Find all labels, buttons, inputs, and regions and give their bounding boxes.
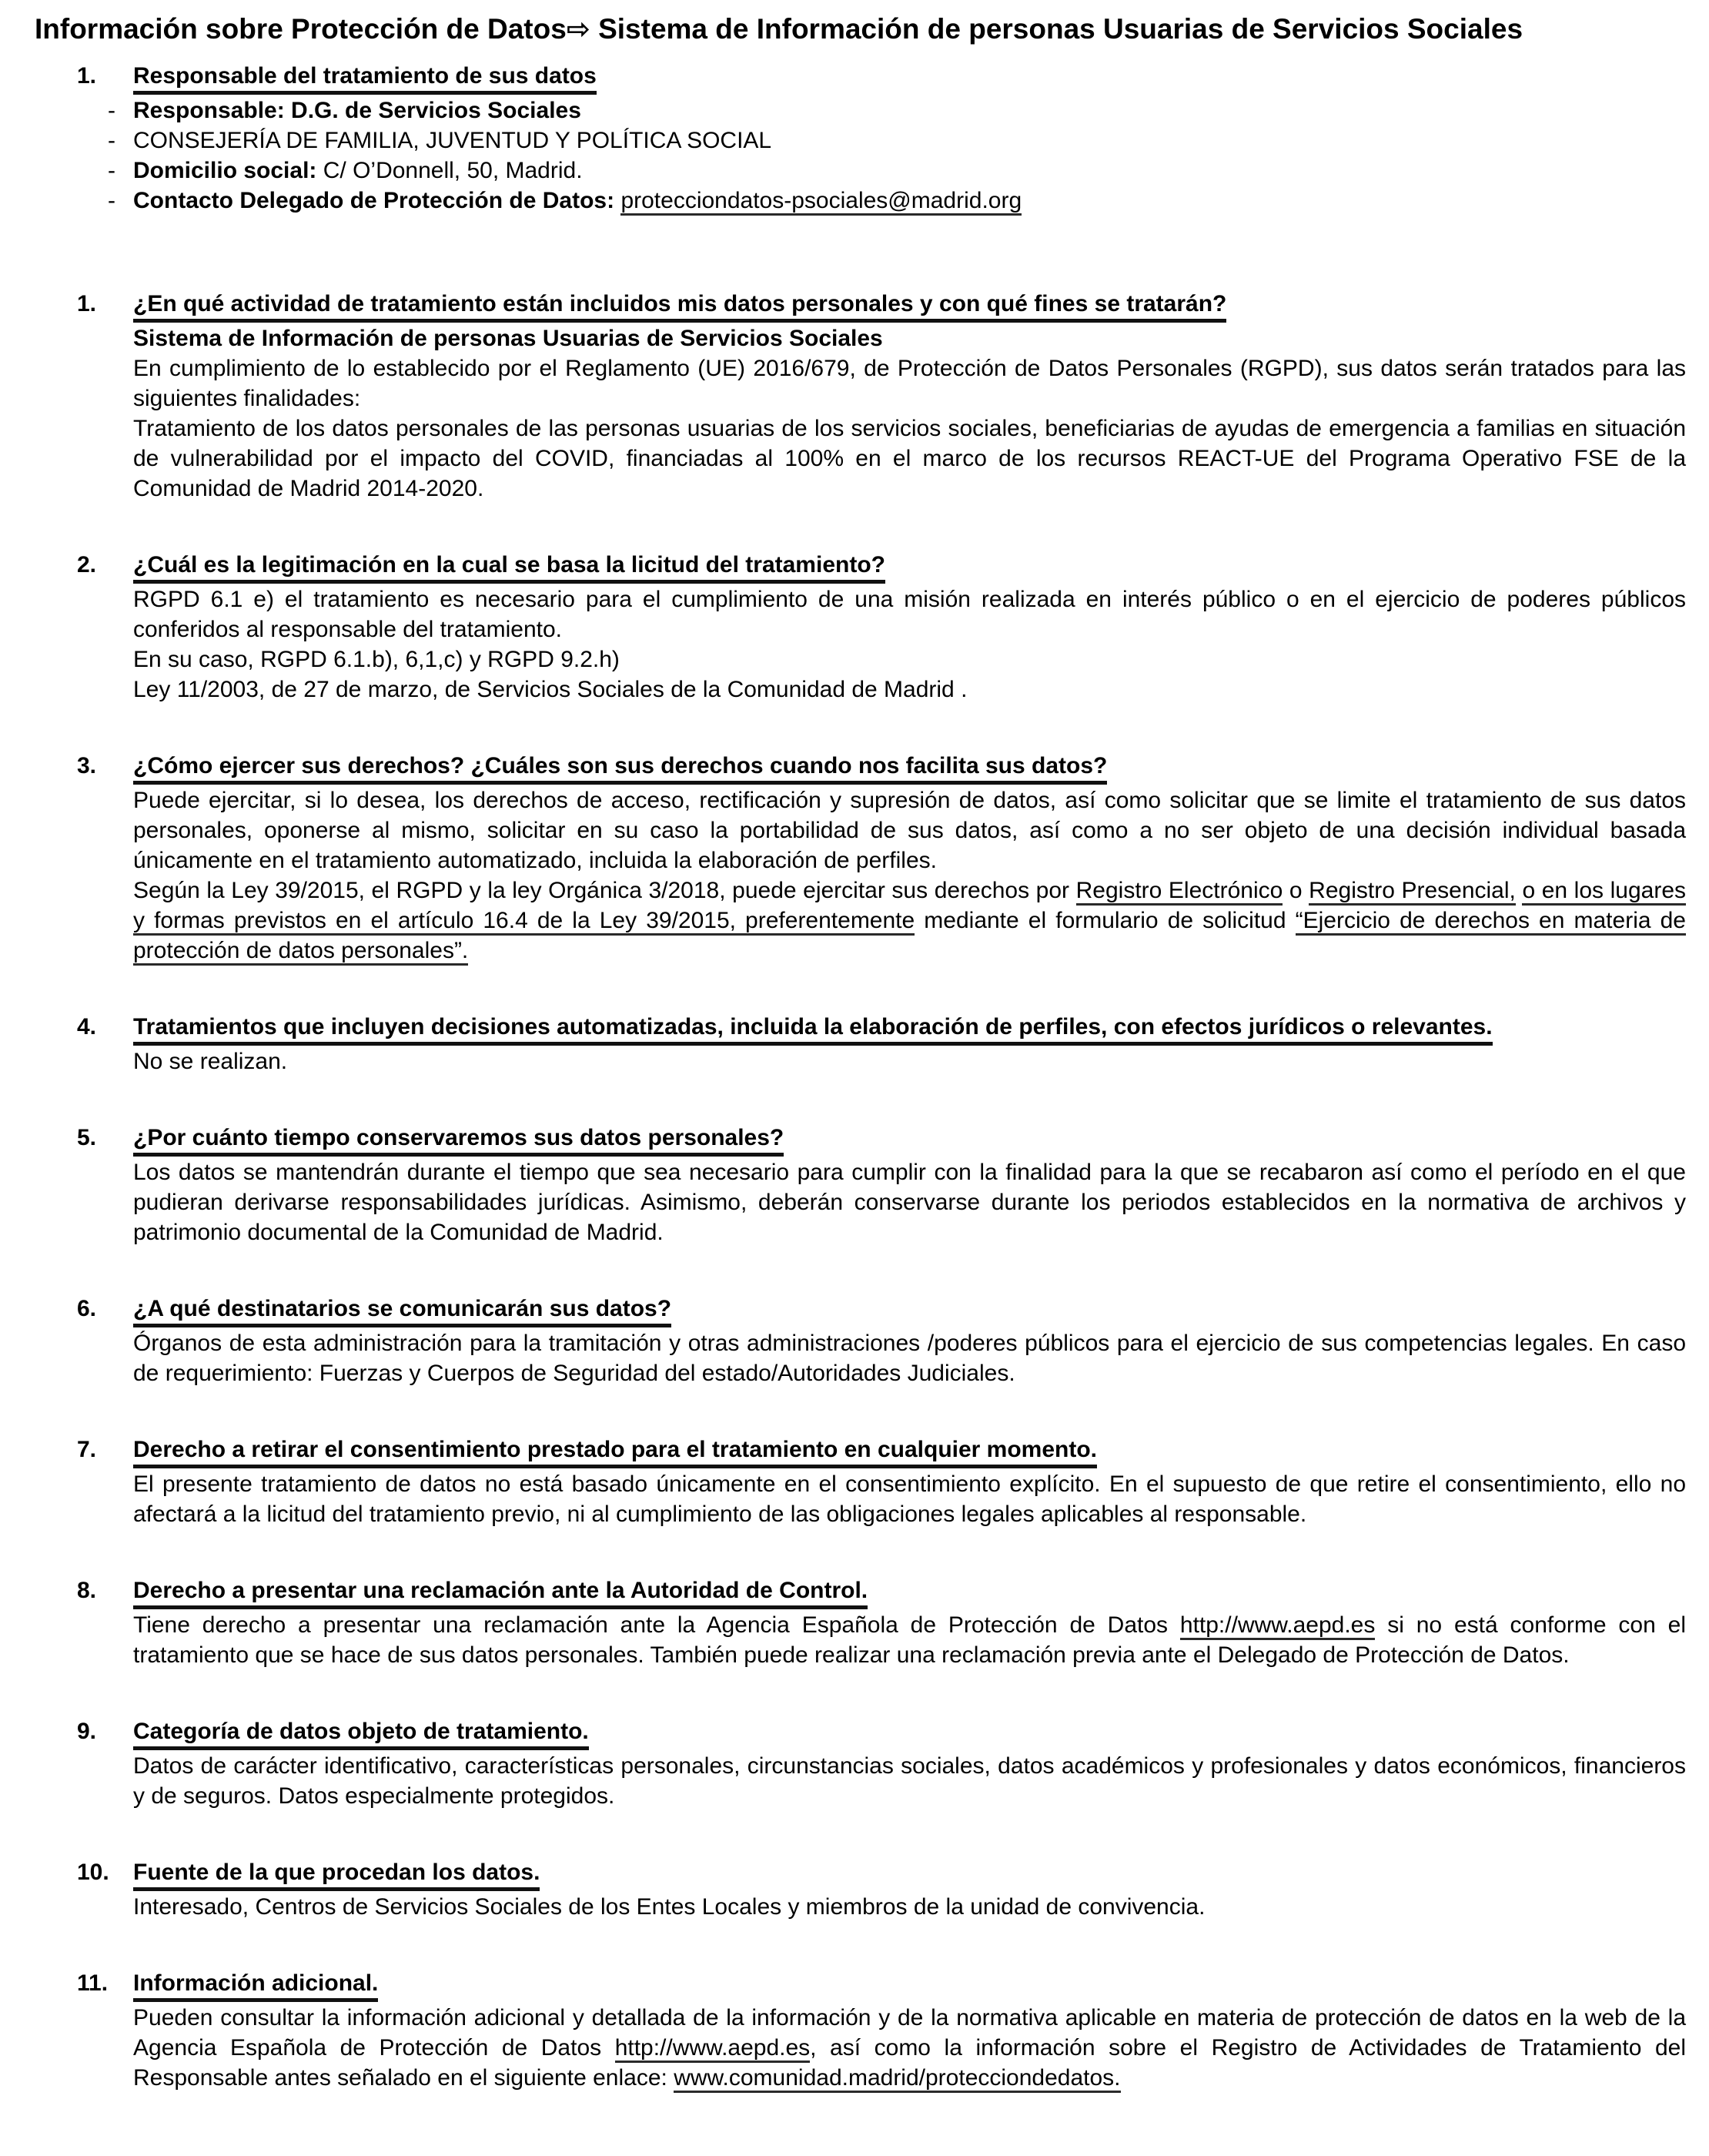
- section-7: [35, 1435, 1686, 1529]
- paragraph: [133, 2003, 1686, 2093]
- text-run: Tratamiento de los datos personales de las personas usuarias de los servicios sociales, beneficiarias de ayudas de emergencia a familias en situación de vulnerabilidad por el impacto del COVID, financiadas al 100% en el marco de los recursos REACT-UE del Programa Operativo FSE de la Comunidad de Madrid 2014-2020.: [133, 416, 1686, 501]
- paragraph: [133, 785, 1686, 875]
- text-run: RGPD 6.1 e) el tratamiento es necesario para el cumplimiento de una misión realizada en interés público o en el ejercicio de poderes públicos conferidos al responsable del tratamiento.: [133, 587, 1686, 642]
- link[interactable]: “Ejercicio de derechos en materia de protección de datos personales”.: [133, 908, 1686, 966]
- section-heading: [133, 1716, 1686, 1746]
- paragraph: [133, 875, 1686, 966]
- section-heading-text: Derecho a retirar el consentimiento prestado para el tratamiento en cualquier momento.: [133, 1437, 1097, 1468]
- section-heading: [133, 1575, 1686, 1605]
- text-run: Datos de carácter identificativo, características personales, circunstancias sociales, datos académicos y profesionales y datos económicos, financieros y de seguros. Datos especialmente protegidos.: [133, 1753, 1686, 1809]
- section-heading-text: Información adicional.: [133, 1970, 378, 2002]
- section-heading-text: Fuente de la que procedan los datos.: [133, 1860, 540, 1891]
- section-heading-text: ¿Por cuánto tiempo conservaremos sus datos personales?: [133, 1125, 784, 1157]
- section-heading-text: ¿Cuál es la legitimación en la cual se basa la licitud del tratamiento?: [133, 552, 885, 584]
- text-run: Los datos se mantendrán durante el tiempo que sea necesario para cumplir con la finalidad para la que se recabaron así como el período en el que pudieran derivarse responsabilidades jurídicas. Asimismo, deberán conservarse durante los periodos establecidos en la normativa de archivos y patrimonio documental de la Comunidad de Madrid.: [133, 1160, 1686, 1245]
- paragraph: [133, 353, 1686, 413]
- text-run: o: [1283, 878, 1309, 903]
- text-run: si no está conforme con el tratamiento que se hace de sus datos personales. También puede realizar una reclamación previa ante el Delegado de Protección de Datos.: [133, 1612, 1686, 1668]
- document-body: [35, 61, 1686, 2093]
- link[interactable]: http://www.aepd.es: [615, 2035, 810, 2063]
- bullet-dash: -: [108, 98, 115, 123]
- section-number: 8.: [77, 1578, 97, 1603]
- section-number: 10.: [77, 1860, 109, 1885]
- text-run: Pueden consultar la información adicional y detallada de la información y de la normativa aplicable en materia de protección de datos en la web de la Agencia Española de Protección de Datos: [133, 2005, 1686, 2061]
- section-heading: [133, 751, 1686, 781]
- section-2: [35, 550, 1686, 705]
- link[interactable]: protecciondatos-psociales@madrid.org: [620, 188, 1022, 216]
- text-run: En cumplimiento de lo establecido por el Reglamento (UE) 2016/679, de Protección de Datos Personales (RGPD), sus datos serán tratados para las siguientes finalidades:: [133, 356, 1686, 411]
- section-number: 5.: [77, 1125, 97, 1150]
- section-heading-text: Categoría de datos objeto de tratamiento.: [133, 1719, 589, 1750]
- text-run: Contacto Delegado de Protección de Datos:: [133, 188, 621, 213]
- section-number: 1.: [77, 291, 97, 316]
- section-number: 9.: [77, 1719, 97, 1744]
- paragraph: [133, 1328, 1686, 1388]
- section-heading: [133, 289, 1686, 319]
- section-heading-text: Responsable del tratamiento de sus datos: [133, 63, 597, 95]
- section-9: [35, 1716, 1686, 1811]
- bullet-dash: -: [108, 128, 115, 153]
- text-run: CONSEJERÍA DE FAMILIA, JUVENTUD Y POLÍTICA SOCIAL: [133, 128, 772, 153]
- section-number: 7.: [77, 1437, 97, 1462]
- text-run: Tiene derecho a presentar una reclamación ante la Agencia Española de Protección de Datos: [133, 1612, 1180, 1638]
- text-run: C/ O’Donnell, 50, Madrid.: [323, 158, 583, 183]
- bullet-item: [108, 156, 1686, 186]
- bullet-item: [108, 95, 1686, 126]
- text-run: Responsable: D.G. de Servicios Sociales: [133, 98, 581, 123]
- paragraph: [133, 1157, 1686, 1247]
- paragraph: [133, 413, 1686, 504]
- page-title: Información sobre Protección de Datos⇨ Sistema de Información de personas Usuarias de Servicios Sociales: [35, 13, 1523, 45]
- paragraph: [133, 323, 1686, 353]
- section-5: [35, 1123, 1686, 1247]
- section-number: 1.: [77, 63, 97, 89]
- section-number: 3.: [77, 753, 97, 778]
- bullet-dash: -: [108, 158, 115, 183]
- section-heading: [133, 1012, 1686, 1042]
- section-6: [35, 1294, 1686, 1388]
- text-run: Domicilio social:: [133, 158, 323, 183]
- paragraph: [133, 1892, 1686, 1922]
- section-3: [35, 751, 1686, 966]
- section-8: [35, 1575, 1686, 1670]
- paragraph: [133, 1046, 1686, 1076]
- paragraph: [133, 1751, 1686, 1811]
- link[interactable]: o en los lugares y formas previstos en el artículo 16.4 de la Ley 39/2015, preferentemente: [133, 878, 1686, 936]
- section-heading-text: ¿Cómo ejercer sus derechos? ¿Cuáles son sus derechos cuando nos facilita sus datos?: [133, 753, 1107, 785]
- text-run: Interesado, Centros de Servicios Sociales de los Entes Locales y miembros de la unidad de convivencia.: [133, 1894, 1206, 1920]
- bullet-item: [108, 186, 1686, 216]
- section-number: 4.: [77, 1014, 97, 1040]
- section-10: [35, 1857, 1686, 1922]
- section-11: [35, 1968, 1686, 2093]
- section-number: 6.: [77, 1296, 97, 1321]
- link[interactable]: Registro Electrónico: [1076, 878, 1283, 906]
- section-heading-text: Tratamientos que incluyen decisiones automatizadas, incluida la elaboración de perfiles, con efectos jurídicos o relevantes.: [133, 1014, 1493, 1046]
- paragraph: [133, 675, 1686, 705]
- text-run: mediante el formulario de solicitud: [915, 908, 1296, 933]
- paragraph: [133, 1610, 1686, 1670]
- text-run: Ley 11/2003, de 27 de marzo, de Servicios Sociales de la Comunidad de Madrid .: [133, 677, 968, 702]
- section-heading-text: ¿En qué actividad de tratamiento están incluidos mis datos personales y con qué fines se tratarán?: [133, 291, 1226, 323]
- section-number: 2.: [77, 552, 97, 578]
- text-run: En su caso, RGPD 6.1.b), 6,1,c) y RGPD 9.2.h): [133, 647, 620, 672]
- text-run: No se realizan.: [133, 1049, 288, 1074]
- section-heading: [133, 61, 1686, 91]
- section-heading: [133, 1857, 1686, 1887]
- link[interactable]: www.comunidad.madrid/protecciondedatos.: [674, 2065, 1120, 2093]
- section-4: [35, 1012, 1686, 1076]
- bullet-dash: -: [108, 188, 115, 213]
- paragraph: [133, 644, 1686, 675]
- paragraph: [133, 584, 1686, 644]
- section-heading: [133, 1294, 1686, 1324]
- text-run: Sistema de Información de personas Usuarias de Servicios Sociales: [133, 326, 883, 351]
- text-run: Órganos de esta administración para la tramitación y otras administraciones /poderes públicos para el ejercicio de sus competencias legales. En caso de requerimiento: Fuerzas y Cuerpos de Seguridad del estado/Autoridades Judiciales.: [133, 1331, 1686, 1386]
- paragraph: [133, 1469, 1686, 1529]
- section-responsable: [35, 61, 1686, 216]
- section-heading-text: ¿A qué destinatarios se comunicarán sus datos?: [133, 1296, 671, 1327]
- text-run: Puede ejercitar, si lo desea, los derechos de acceso, rectificación y supresión de datos, así como solicitar que se limite el tratamiento de sus datos personales, oponerse al mismo, solicitar en su caso la portabilidad de sus datos, así como a no ser objeto de una decisión individual basada únicamente en el tratamiento automatizado, incluida la elaboración de perfiles.: [133, 788, 1686, 873]
- section-heading: [133, 550, 1686, 580]
- link[interactable]: Registro Presencial,: [1309, 878, 1516, 906]
- section-heading-text: Derecho a presentar una reclamación ante la Autoridad de Control.: [133, 1578, 868, 1609]
- text-run: Según la Ley 39/2015, el RGPD y la ley Orgánica 3/2018, puede ejercitar sus derechos por: [133, 878, 1076, 903]
- bullet-item: [108, 126, 1686, 156]
- section-1: [35, 289, 1686, 504]
- section-heading: [133, 1968, 1686, 1998]
- section-heading: [133, 1123, 1686, 1153]
- section-heading: [133, 1435, 1686, 1465]
- text-run: El presente tratamiento de datos no está basado únicamente en el consentimiento explícito. En el supuesto de que retire el consentimiento, ello no afectará a la licitud del tratamiento previo, ni al cumplimiento de las obligaciones legales aplicables al responsable.: [133, 1471, 1686, 1527]
- text-run: , así como la información sobre el Registro de Actividades de Tratamiento del Responsable antes señalado en el siguiente enlace:: [133, 2035, 1686, 2091]
- link[interactable]: http://www.aepd.es: [1180, 1612, 1375, 1640]
- section-number: 11.: [77, 1970, 109, 1996]
